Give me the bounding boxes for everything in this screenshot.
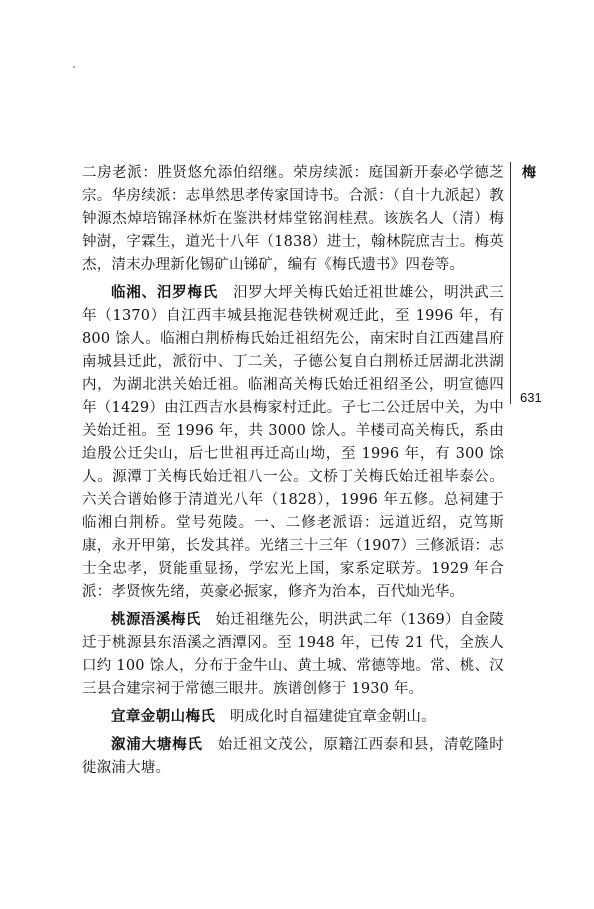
section-heading: 溆浦大塘梅氏 [111, 737, 203, 753]
paragraph-xupu [82, 734, 504, 780]
paragraph-continued [82, 162, 504, 277]
paragraph-text: 明成化时自福建徙宜章金朝山。 [230, 709, 436, 725]
side-tab-label: 梅 [522, 165, 536, 181]
scan-speck [73, 66, 75, 68]
section-heading: 桃源浯溪梅氏 [111, 612, 201, 628]
paragraph-yizhang [82, 706, 504, 729]
page-number: 631 [520, 390, 542, 405]
margin-divider [510, 162, 511, 404]
paragraph-text: 始迁祖文茂公，原籍江西泰和县，清乾隆时徙溆浦大塘。 [82, 737, 504, 776]
section-heading: 宜章金朝山梅氏 [111, 709, 216, 725]
paragraph-text: 汨罗大坪关梅氏始迁祖世雄公，明洪武三年（1370）自江西丰城县拖泥巷铁树观迁此，至 1996 年，有 800 馀人。临湘白荆桥梅氏始迁祖绍先公，南宋时自江西建昌府南城县迁此，派衍中、丁二关，子德公复自白荆桥迁居湖北洪湖内，为湖北洪关始迁祖。临湘高关梅氏始迁祖绍圣公，明宣德四年（1429）由江西吉水县梅家村迁此。子七二公迁居中关，为中关始迁祖。至 1996 年，共 3000 馀人。羊楼司高关梅氏，系由迨殷公迁尖山，后七世祖再迁高山坳，至 1996 年，有 300 馀人。源潭丁关梅氏始迁祖八一公。文桥丁关梅氏始迁祖毕泰公。六关合谱始修于清道光八年（1828），1996 年五修。总祠建于临湘白荆桥。堂号苑陵。一、二修老派语：远道近绍，克笃斯康，永开甲第，长发其祥。光绪三十三年（1907）三修派语：志士全忠孝，贤能重显扬，学宏光上国，家系定联芳。1929 年合派：孝贤恢先绪，英豪必振家，修齐为治本，百代灿光华。 [82, 285, 504, 600]
body-text [82, 162, 504, 785]
paragraph-linxiang-miluo [82, 282, 504, 604]
section-heading: 临湘、汨罗梅氏 [111, 285, 218, 301]
paragraph-taoyuan-wuxi [82, 609, 504, 701]
paragraph-text: 始迁祖继先公，明洪武二年（1369）自金陵迁于桃源县东浯溪之酒潭冈。至 1948 年，已传 21 代，全族人口约 100 馀人，分布于金牛山、黄土城、常德等地。常、桃、汉三县合建宗祠于常德三眼井。族谱创修于 1930 年。 [82, 612, 504, 697]
paragraph-text: 二房老派：胜贤悠允添伯绍继。荣房续派：庭国新开泰必学德芝宗。华房续派：志単然思孝传家国诗书。合派：（自十九派起）教钟源杰焯培锦泽林炘在鉴洪材炜堂铭润桂焄。该族名人（清）梅钟澍，字霖生，道光十八年（1838）进士，翰林院庶吉士。梅英杰，清末办理新化锡矿山锑矿，编有《梅氏遗书》四卷等。 [82, 165, 504, 273]
